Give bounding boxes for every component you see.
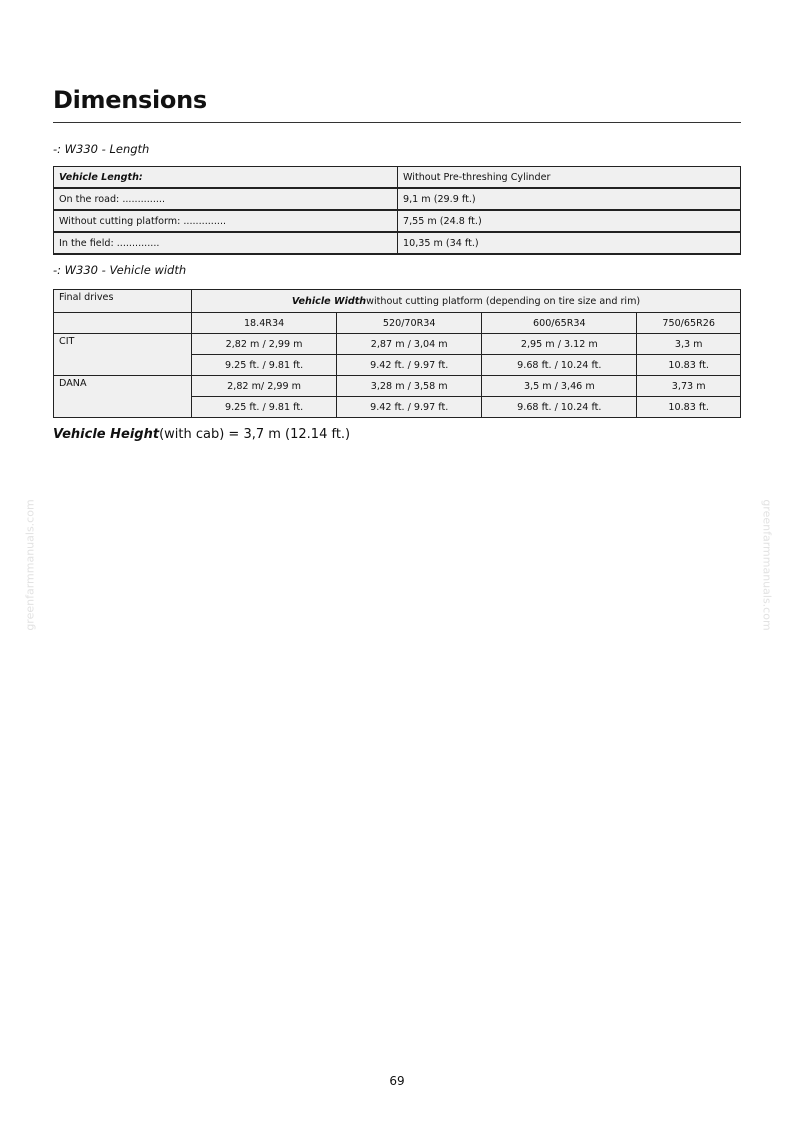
width-value-imperial: 9.25 ft. / 9.81 ft.: [192, 355, 337, 376]
vehicle-width-table: [53, 289, 741, 418]
page-title: Dimensions: [53, 86, 207, 114]
watermark-left: greenfarmmanuals.com: [23, 499, 37, 631]
width-value-imperial: 9.42 ft. / 9.97 ft.: [337, 355, 482, 376]
width-value-imperial: 9.68 ft. / 10.24 ft.: [482, 355, 637, 376]
table-row: [54, 376, 741, 397]
width-value-metric: 2,82 m / 2,99 m: [192, 334, 337, 355]
row-label: In the field: ..............: [54, 232, 398, 254]
empty-cell: [54, 313, 192, 334]
length-header-value: Without Pre-threshing Cylinder: [398, 167, 741, 189]
width-value-metric: 3,28 m / 3,58 m: [337, 376, 482, 397]
table-header-row: [54, 290, 741, 313]
row-value: 9,1 m (29.9 ft.): [398, 188, 741, 210]
tire-size: 520/70R34: [337, 313, 482, 334]
length-caption: -: W330 - Length: [53, 142, 150, 156]
width-value-imperial: 10.83 ft.: [637, 355, 741, 376]
tire-size: 18.4R34: [192, 313, 337, 334]
tire-size-row: [54, 313, 741, 334]
vehicle-height-label: Vehicle Height: [53, 427, 160, 442]
width-value-imperial: 9.68 ft. / 10.24 ft.: [482, 397, 637, 418]
width-value-metric: 3,3 m: [637, 334, 741, 355]
tire-size: 750/65R26: [637, 313, 741, 334]
vehicle-length-table: [53, 166, 741, 255]
width-value-metric: 2,82 m/ 2,99 m: [192, 376, 337, 397]
width-value-imperial: 10.83 ft.: [637, 397, 741, 418]
width-value-imperial: 9.25 ft. / 9.81 ft.: [192, 397, 337, 418]
width-value-metric: 3,5 m / 3,46 m: [482, 376, 637, 397]
width-value-imperial: 9.42 ft. / 9.97 ft.: [337, 397, 482, 418]
table-row: [54, 232, 741, 254]
table-row: [54, 188, 741, 210]
page-number: 69: [389, 1074, 405, 1088]
length-header-label: Vehicle Length:: [54, 167, 398, 189]
row-value: 10,35 m (34 ft.): [398, 232, 741, 254]
vehicle-height-line: [53, 427, 350, 442]
vehicle-width-header-rest: without cutting platform (depending on tire size and rim): [366, 295, 641, 307]
width-value-metric: 2,95 m / 3.12 m: [482, 334, 637, 355]
table-row: [54, 210, 741, 232]
width-caption: -: W330 - Vehicle width: [53, 263, 187, 277]
vehicle-width-header: [192, 290, 741, 313]
final-drives-header: Final drives: [54, 290, 192, 313]
table-header-row: [54, 167, 741, 189]
width-value-metric: 2,87 m / 3,04 m: [337, 334, 482, 355]
row-value: 7,55 m (24.8 ft.): [398, 210, 741, 232]
width-value-metric: 3,73 m: [637, 376, 741, 397]
row-label: Without cutting platform: ..............: [54, 210, 398, 232]
table-row: [54, 334, 741, 355]
final-drive-dana: DANA: [54, 376, 192, 418]
vehicle-width-header-bold: Vehicle Width: [291, 295, 367, 307]
vehicle-height-value: (with cab) = 3,7 m (12.14 ft.): [159, 427, 351, 442]
watermark-right: greenfarmmanuals.com: [760, 499, 774, 631]
final-drive-cit: CIT: [54, 334, 192, 376]
row-label: On the road: ..............: [54, 188, 398, 210]
title-divider: [53, 122, 741, 123]
tire-size: 600/65R34: [482, 313, 637, 334]
